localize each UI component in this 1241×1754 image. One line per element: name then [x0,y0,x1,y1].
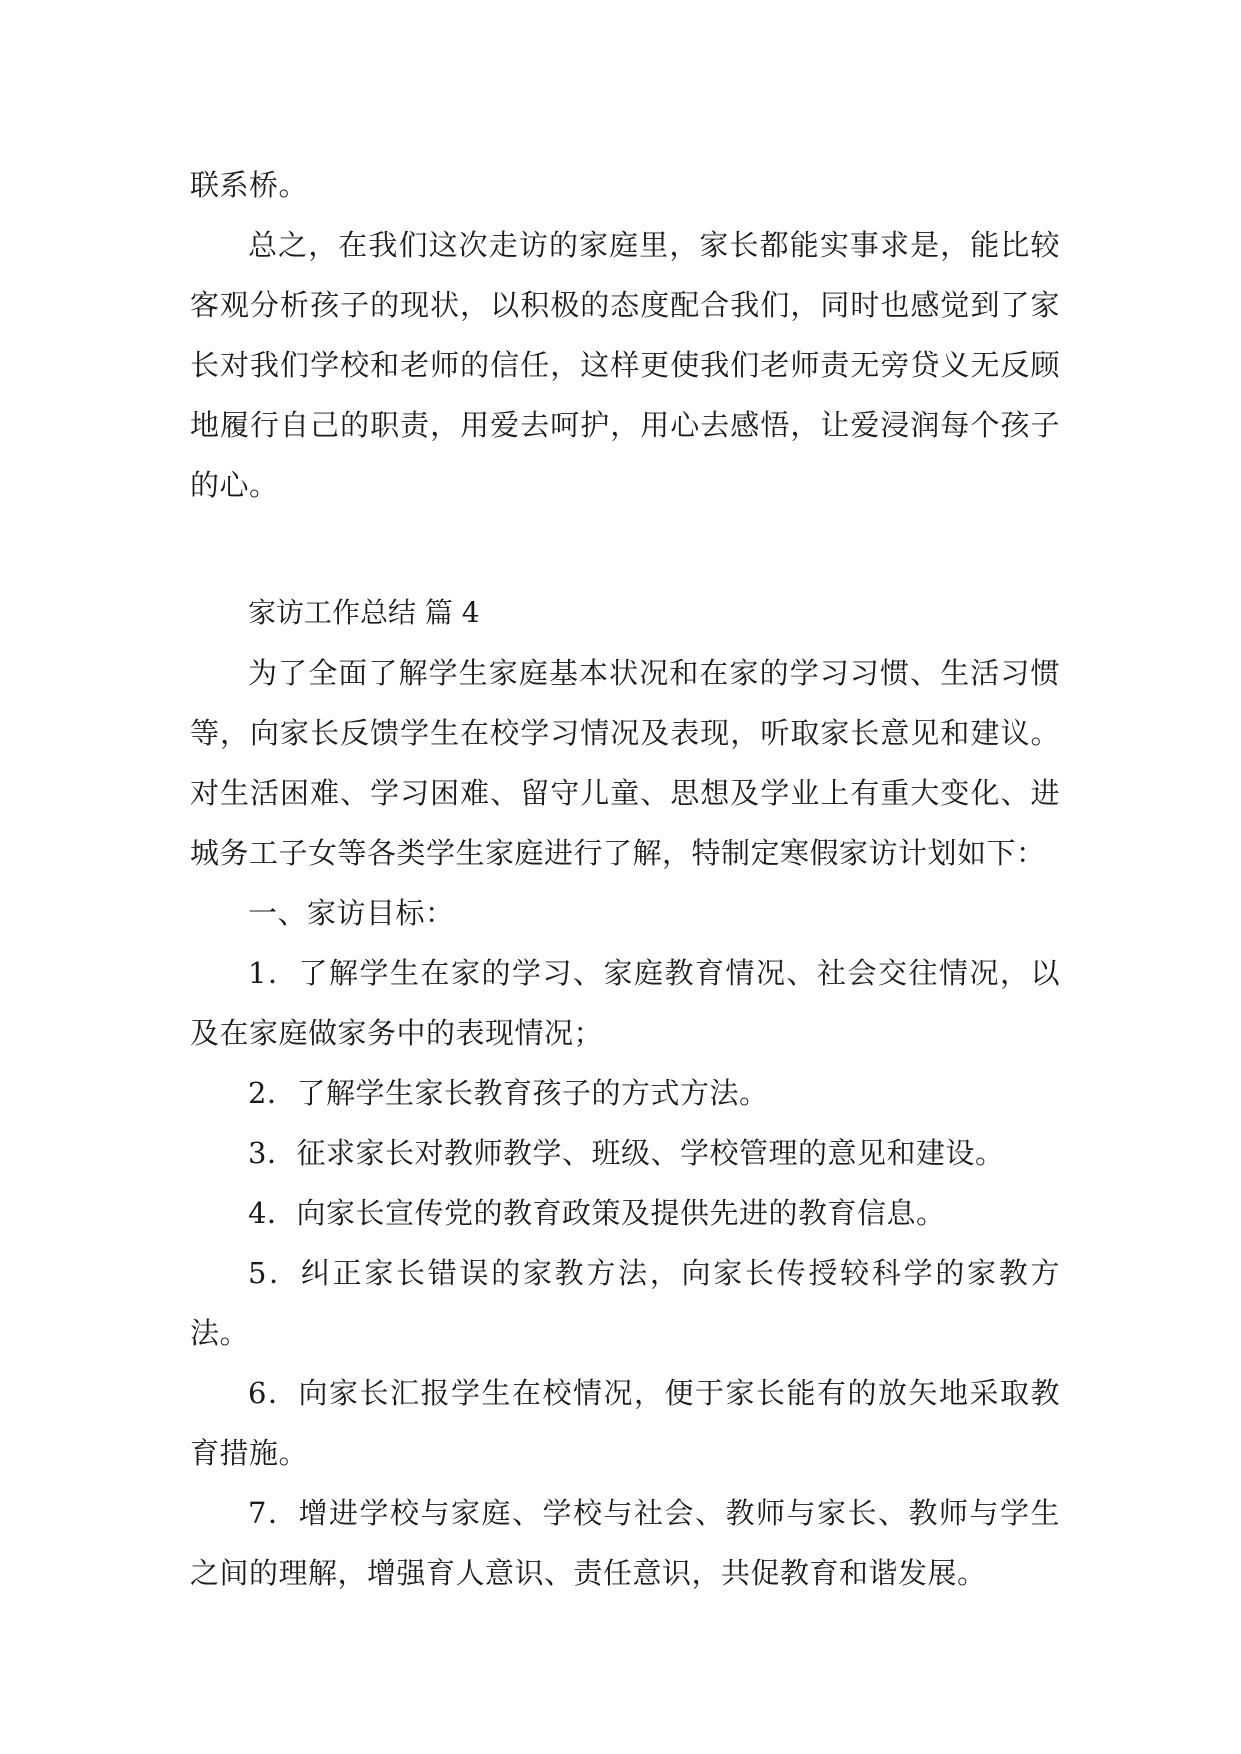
section-heading: 家访工作总结 篇 4 [248,596,480,629]
list-item: 3．征求家长对教师教学、班级、学校管理的意见和建设。 [248,1136,1005,1170]
section-gap [190,515,1060,583]
list-item: 7．增进学校与家庭、学校与社会、教师与家长、教师与学生之间的理解，增强育人意识、责任意识，共促教育和谐发展。 [190,1496,1060,1590]
document-page [190,155,1060,1603]
list-item: 1．了解学生在家的学习、家庭教育情况、社会交往情况，以及在家庭做家务中的表现情况； [190,956,1060,1050]
list-item: 5．纠正家长错误的家教方法，向家长传授较科学的家教方法。 [190,1256,1060,1350]
paragraph-intro: 为了全面了解学生家庭基本状况和在家的学习习惯、生活习惯等，向家长反馈学生在校学习情况及表现，听取家长意见和建议。对生活困难、学习困难、留守儿童、思想及学业上有重大变化、进城务工子女等各类学生家庭进行了解，特制定寒假家访计划如下： [190,656,1060,870]
paragraph-continuation: 联系桥。 [190,168,309,202]
list-item: 2．了解学生家长教育孩子的方式方法。 [248,1076,769,1110]
list-item: 4．向家长宣传党的教育政策及提供先进的教育信息。 [248,1196,946,1230]
paragraph-summary: 总之，在我们这次走访的家庭里，家长都能实事求是，能比较客观分析孩子的现状，以积极的态度配合我们，同时也感觉到了家长对我们学校和老师的信任，这样更使我们老师责无旁贷义无反顾地履行自己的职责，用爱去呵护，用心去感悟，让爱浸润每个孩子的心。 [190,228,1060,502]
list-item: 6．向家长汇报学生在校情况，便于家长能有的放矢地采取教育措施。 [190,1376,1060,1470]
subheading-goals: 一、家访目标： [248,896,455,930]
